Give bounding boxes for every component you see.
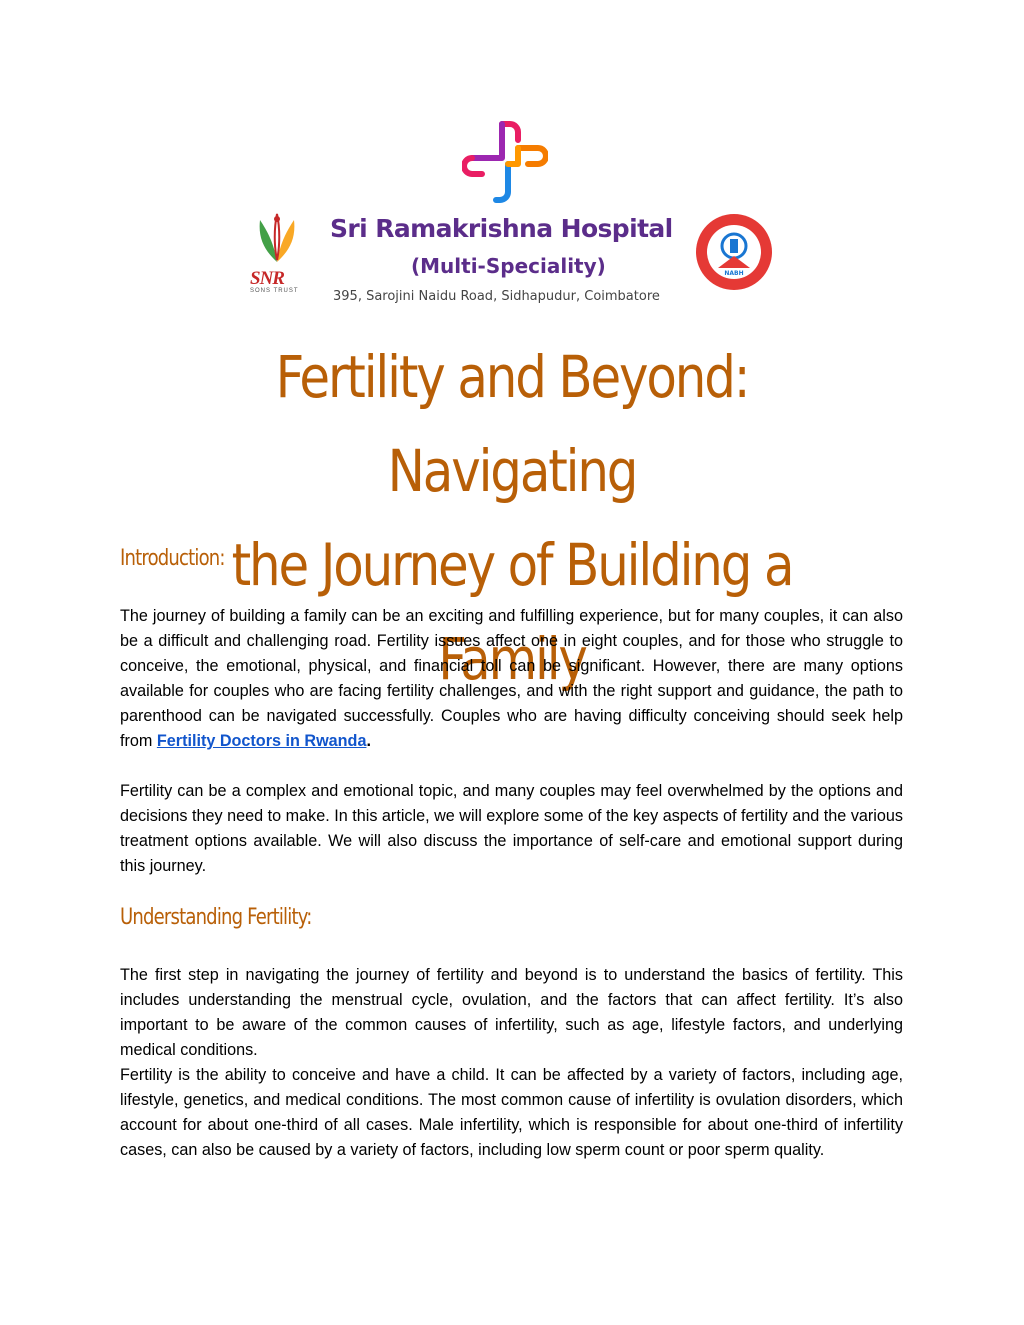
snr-logo-text: SNR: [250, 268, 284, 289]
nabh-badge-text: NABH: [724, 270, 744, 277]
hospital-header: [0, 0, 1024, 320]
snr-logo-subtext: SONS TRUST: [250, 288, 299, 294]
page-title-line-2: the Journey of Building a Family: [231, 531, 793, 693]
introduction-paragraph-1-text: The journey of building a family can be an exciting and fulfilling experience, but for many couples, it can also be a difficult and challenging road. Fertility issues affect one in eight couples, and for those who struggle to conceive, the emotional, physical, and financial toll can be significant. However, there are many options available for couples who are facing fertility challenges, and with the right support and guidance, the path to parenthood can be navigated successfully. Couples who are having difficulty conceiving should seek help from: [120, 607, 903, 750]
page-title-line-1: Fertility and Beyond: Navigating: [275, 343, 749, 505]
understanding-fertility-heading: Understanding Fertility:: [120, 905, 312, 930]
introduction-paragraph-2: Fertility can be a complex and emotional topic, and many couples may feel overwhelmed by the options and decisions they need to make. In this article, we will explore some of the key aspects of fertility and the various treatment options available. We will also discuss the importance of self-care and emotional support during this journey.: [120, 782, 903, 875]
understanding-paragraph-1: The first step in navigating the journey of fertility and beyond is to understand the basics of fertility. This includes understanding the menstrual cycle, ovulation, and the factors that can affect fertility. It’s also important to be aware of the common causes of infertility, such as age, lifestyle factors, and underlying medical conditions.: [120, 966, 903, 1059]
hospital-cross-logo-icon: [462, 118, 548, 204]
introduction-paragraph-1: [120, 604, 903, 754]
introduction-paragraph-1-end: .: [366, 732, 371, 750]
hospital-name: Sri Ramakrishna Hospital: [330, 214, 673, 243]
hospital-address: 395, Sarojini Naidu Road, Sidhapudur, Coimbatore: [333, 289, 660, 304]
fertility-doctors-link[interactable]: Fertility Doctors in Rwanda: [156, 732, 367, 750]
introduction-heading: Introduction:: [120, 546, 225, 571]
understanding-paragraph-2: Fertility is the ability to conceive and have a child. It can be affected by a variety of factors, including age, lifestyle, genetics, and medical conditions. The most common cause of infertility is ovulation disorders, which account for about one-third of all cases. Male infertility, which is responsible for about one-third of infertility cases, can also be caused by a variety of factors, including low sperm count or poor sperm quality.: [120, 1066, 903, 1159]
nabh-accreditation-badge-icon: [694, 212, 774, 292]
hospital-subtitle: (Multi-Speciality): [411, 254, 606, 278]
